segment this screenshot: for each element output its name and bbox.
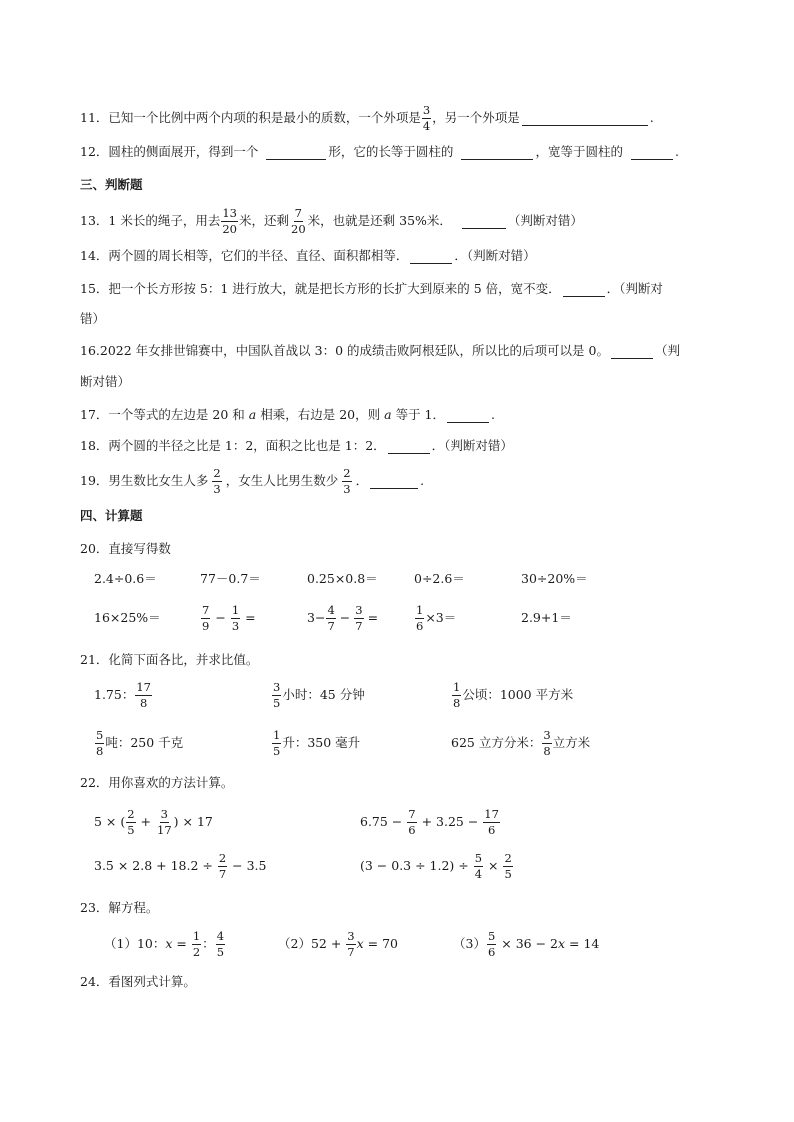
question-text: 一个等式的左边是 20 和 (108, 406, 245, 422)
question-text: 两个圆的半径之比是 1：2，面积之比也是 1：2． (108, 437, 386, 453)
question-15-continued: 错） (80, 310, 106, 326)
period: . (674, 143, 679, 159)
variable-a: a (248, 406, 257, 422)
question-text: 解方程。 (108, 899, 159, 915)
question-19 (80, 466, 425, 496)
question-number: 18． (80, 437, 109, 453)
question-text: 相乘，右边是 20，则 (260, 406, 381, 422)
question-17 (80, 405, 495, 425)
question-12 (80, 142, 679, 162)
question-number: 20． (80, 540, 109, 556)
ratio-item: $\frac{1}{5}$ 升：350 毫升 (273, 728, 361, 758)
question-text: 1 米长的绳子，用去 (108, 212, 221, 228)
calc-item: $\frac{7}{9}$ − $\frac{1}{3}$ = (202, 603, 256, 633)
fraction: $\frac{13}{20}$ (222, 206, 237, 236)
calc-item: 0÷2.6＝ (414, 570, 465, 586)
question-number: 17． (80, 406, 109, 422)
calc-item: 30÷20%＝ (521, 570, 588, 586)
question-text: 把一个长方形按 5：1 进行放大，就是把长方形的长扩大到原来的 5 倍，宽不变． (108, 280, 561, 296)
question-20 (80, 539, 171, 559)
equation: （2）52 + $\frac{3}{7}$ x = 70 (278, 929, 398, 959)
section-heading: 三、判断题 (80, 176, 143, 192)
fraction: $\frac{3}{4}$ (422, 103, 431, 133)
expression: (3 − 0.3 ÷ 1.2) ÷ $\frac{5}{4}$ × $\frac{2}{5}$ (360, 851, 512, 881)
question-text: 圆柱的侧面展开，得到一个 (108, 143, 259, 159)
judge-hint: ．（判断对错） (431, 437, 513, 453)
judge-hint: （判 (654, 342, 680, 358)
calc-item: 77－0.7＝ (200, 570, 261, 586)
answer-blank[interactable] (388, 439, 430, 454)
judge-hint: （判断对错） (507, 212, 583, 228)
fraction: $\frac{7}{20}$ (291, 206, 306, 236)
question-text: ，女生人比男生数少 (225, 472, 339, 488)
section-heading: 四、计算题 (80, 507, 143, 523)
ratio-item: 625 立方分米： $\frac{3}{8}$ 立方米 (451, 728, 591, 758)
calc-item: 3− $\frac{4}{7}$ − $\frac{3}{7}$ = (307, 603, 379, 633)
answer-blank[interactable] (611, 344, 653, 359)
answer-blank[interactable] (462, 214, 506, 229)
question-text: ． (355, 472, 369, 488)
ratio-item: $\frac{5}{8}$ 吨：250 千克 (96, 728, 184, 758)
period: . (649, 109, 654, 125)
calc-item: $\frac{1}{6}$ ×3＝ (416, 603, 457, 633)
question-text: 米，还剩 (238, 212, 289, 228)
calc-item: 2.4÷0.6＝ (94, 570, 157, 586)
answer-blank[interactable] (522, 111, 648, 126)
fraction: $\frac{2}{3}$ (213, 466, 221, 496)
calc-item: 2.9+1＝ (521, 609, 572, 625)
question-number: 19． (80, 472, 109, 488)
expression: 5 × ( $\frac{2}{5}$ + $\frac{3}{17}$ ) × 17 (94, 807, 213, 837)
variable-a: a (384, 406, 392, 422)
question-23 (80, 898, 158, 918)
question-text: 等于 1． (395, 406, 445, 422)
answer-blank[interactable] (266, 145, 326, 160)
question-14 (80, 246, 536, 266)
answer-blank[interactable] (563, 282, 605, 297)
question-number: 24． (80, 973, 109, 989)
question-text: ，另一个外项是 (432, 109, 520, 125)
question-number: 12． (80, 143, 109, 159)
question-text: 形，它的长等于圆柱的 (328, 143, 454, 159)
question-text: 用你喜欢的方法计算。 (108, 774, 234, 790)
question-13 (80, 206, 583, 236)
expression: 3.5 × 2.8 + 18.2 ÷ $\frac{2}{7}$ − 3.5 (94, 851, 267, 881)
question-number: 11． (80, 109, 109, 125)
judge-hint: ．（判断对错） (454, 247, 536, 263)
question-11 (80, 103, 654, 133)
question-22 (80, 773, 233, 793)
question-number: 13． (80, 212, 109, 228)
question-16 (80, 341, 680, 361)
calc-item: 0.25×0.8＝ (307, 570, 378, 586)
fraction: $\frac{2}{3}$ (343, 466, 351, 496)
question-text: ，宽等于圆柱的 (535, 143, 623, 159)
answer-blank[interactable] (410, 249, 452, 264)
period: . (491, 406, 495, 422)
question-number: 16. (80, 342, 100, 358)
question-text: 看图列式计算。 (108, 973, 196, 989)
answer-blank[interactable] (370, 474, 418, 489)
question-text: 直接写得数 (108, 540, 171, 556)
judge-hint: ．（判断对 (606, 280, 663, 296)
period: . (420, 472, 425, 488)
question-number: 23． (80, 899, 109, 915)
answer-blank[interactable] (447, 408, 489, 423)
question-21 (80, 650, 258, 670)
ratio-item: 1.75： $\frac{17}{8}$ (94, 680, 151, 710)
question-text: 米，也就是还剩 35%米． (307, 212, 452, 228)
equation: （1）10： x = $\frac{1}{2}$ ： $\frac{4}{5}$ (104, 929, 225, 959)
question-16-continued: 断对错） (80, 373, 131, 389)
calc-item: 16×25%＝ (94, 609, 161, 625)
question-number: 21． (80, 651, 109, 667)
question-number: 15． (80, 280, 109, 296)
ratio-item: $\frac{3}{5}$ 小时：45 分钟 (273, 680, 365, 710)
question-text: 已知一个比例中两个内项的积是最小的质数，一个外项是 (108, 109, 421, 125)
answer-blank[interactable] (631, 145, 673, 160)
question-15 (80, 279, 663, 299)
question-text: 两个圆的周长相等，它们的半径、直径、面积都相等． (108, 247, 409, 263)
question-number: 22． (80, 774, 109, 790)
question-24 (80, 972, 196, 992)
answer-blank[interactable] (461, 145, 533, 160)
ratio-item: $\frac{1}{8}$ 公顷：1000 平方米 (453, 680, 574, 710)
question-text: 2022 年女排世锦赛中，中国队首战以 3：0 的成绩击败阿根廷队，所以比的后项可以是 0。 (99, 342, 609, 358)
expression: 6.75 − $\frac{7}{6}$ + 3.25 − $\frac{17}{6}$ (360, 807, 499, 837)
question-number: 14． (80, 247, 109, 263)
equation: （3） $\frac{5}{6}$ × 36 − 2 x = 14 (453, 929, 600, 959)
question-18 (80, 436, 513, 456)
question-text: 男生数比女生人多 (108, 472, 209, 488)
question-text: 化简下面各比，并求比值。 (108, 651, 259, 667)
